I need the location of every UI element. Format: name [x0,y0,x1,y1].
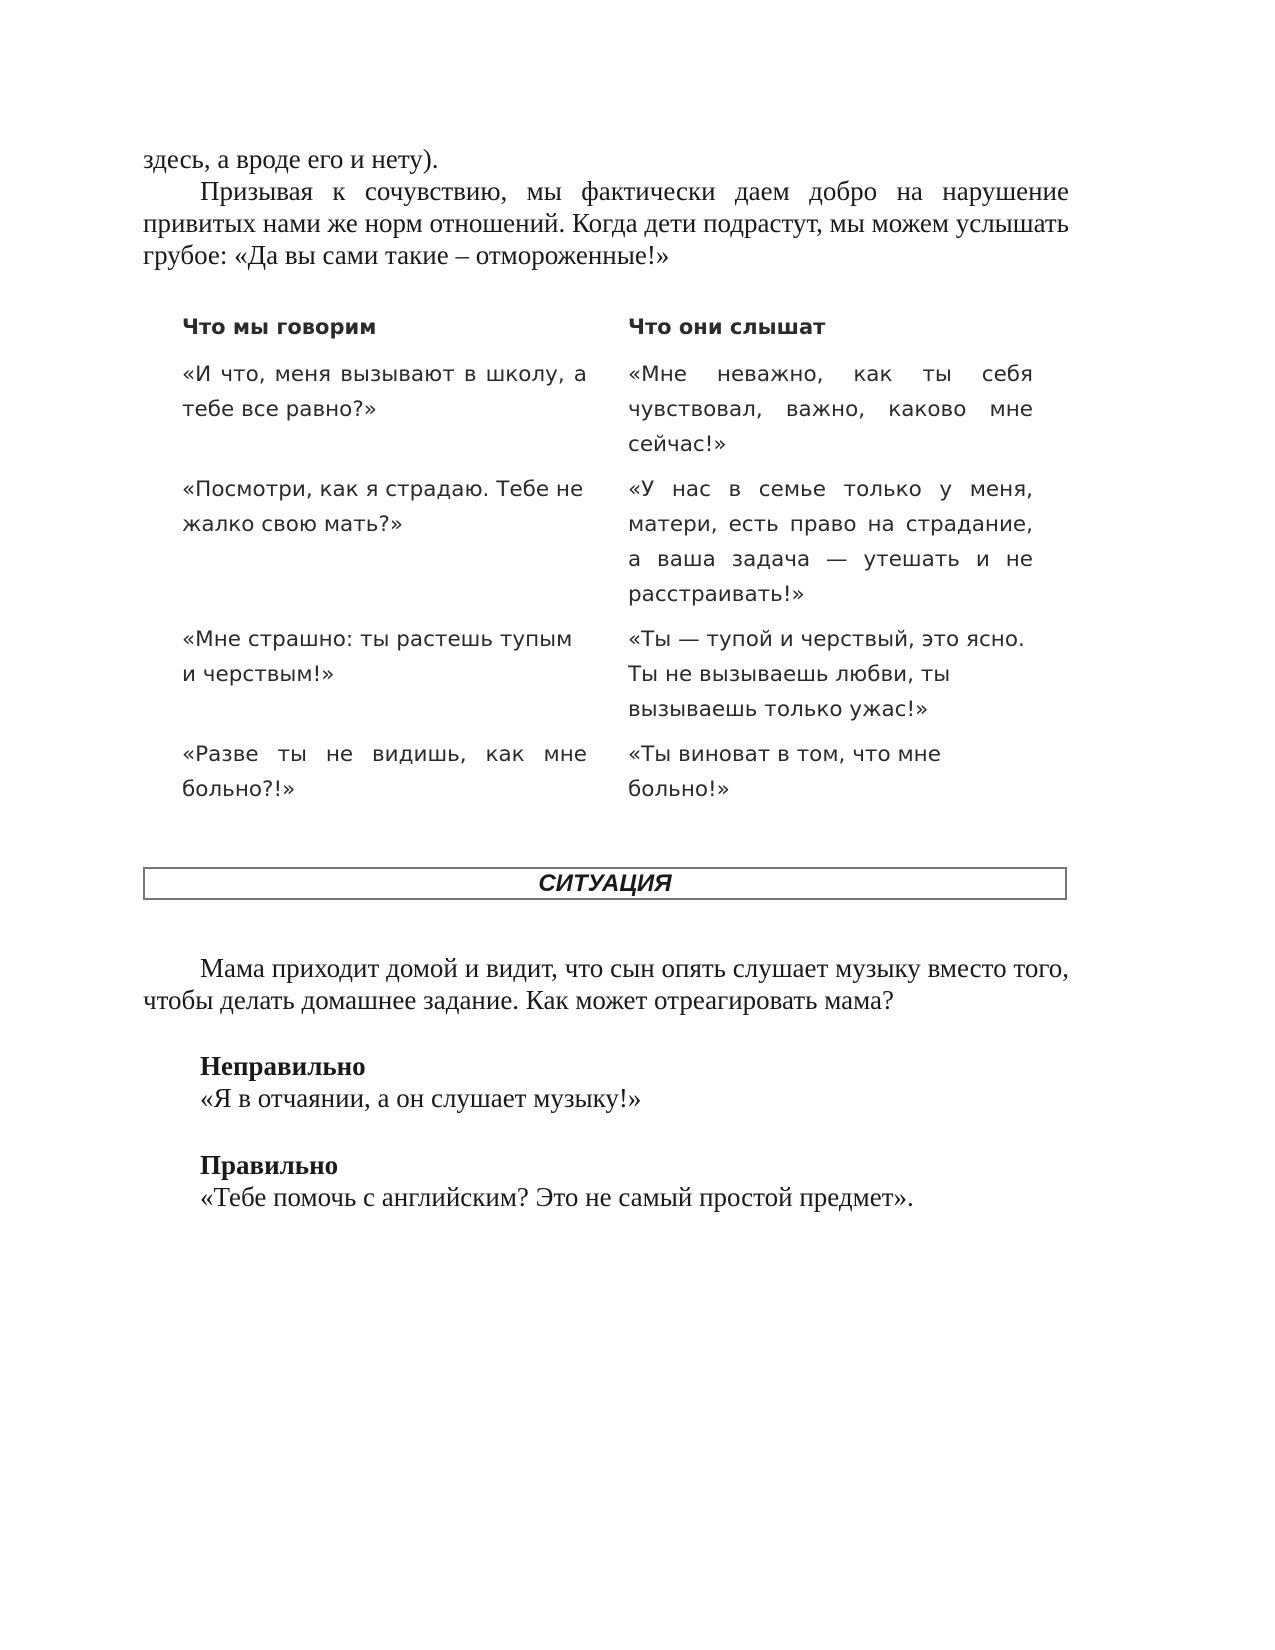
right-quote: «Тебе помочь с английским? Это не самый простой предмет». [200,1182,914,1212]
intro-line: здесь, а вроде его и нету). [143,144,439,174]
what-they-hear-cell: «Ты виноват в том, что мне больно!» [628,742,941,802]
header-what-they-hear: Что они слышат [628,315,826,339]
what-they-hear-cell: «Ты — тупой и черствый, это ясно. Ты не вызываешь любви, ты вызываешь только ужас!» [628,627,1025,722]
right-label: Правильно [200,1150,339,1180]
situation-text: Мама приходит домой и видит, что сын опять слушает музыку вместо того, чтобы делать домашнее задание. Как может отреагировать мама? [143,953,1069,1015]
what-we-say-cell: «Посмотри, как я страдаю. Тебе не жалко свою мать?» [182,477,584,537]
situation-heading: СИТУАЦИЯ [143,867,1067,900]
what-we-say-cell: «Разве ты не видишь, как мне больно?!» [182,742,587,802]
right-example [200,1149,1070,1213]
wrong-quote: «Я в отчаянии, а он слушает музыку!» [200,1083,642,1113]
what-we-say-cell: «Мне страшно: ты растешь тупым и черствым!» [182,627,573,687]
wrong-example [200,1050,1070,1114]
what-they-hear-cell: «У нас в семье только у меня, матери, есть право на страдание, а ваша задача — утешать и не расстраивать!» [628,477,1033,607]
what-we-say-cell: «И что, меня вызывают в школу, а тебе все равно?» [182,362,587,422]
intro-paragraph: Призывая к сочувствию, мы фактически даем добро на нарушение привитых нами же норм отношений. Когда дети подрастут, мы можем услышать грубое: «Да вы сами такие – отмороженные!» [143,176,1069,270]
wrong-label: Неправильно [200,1051,366,1081]
header-what-we-say: Что мы говорим [182,315,377,339]
what-they-hear-cell: «Мне неважно, как ты себя чувствовал, важно, каково мне сейчас!» [628,362,1033,457]
